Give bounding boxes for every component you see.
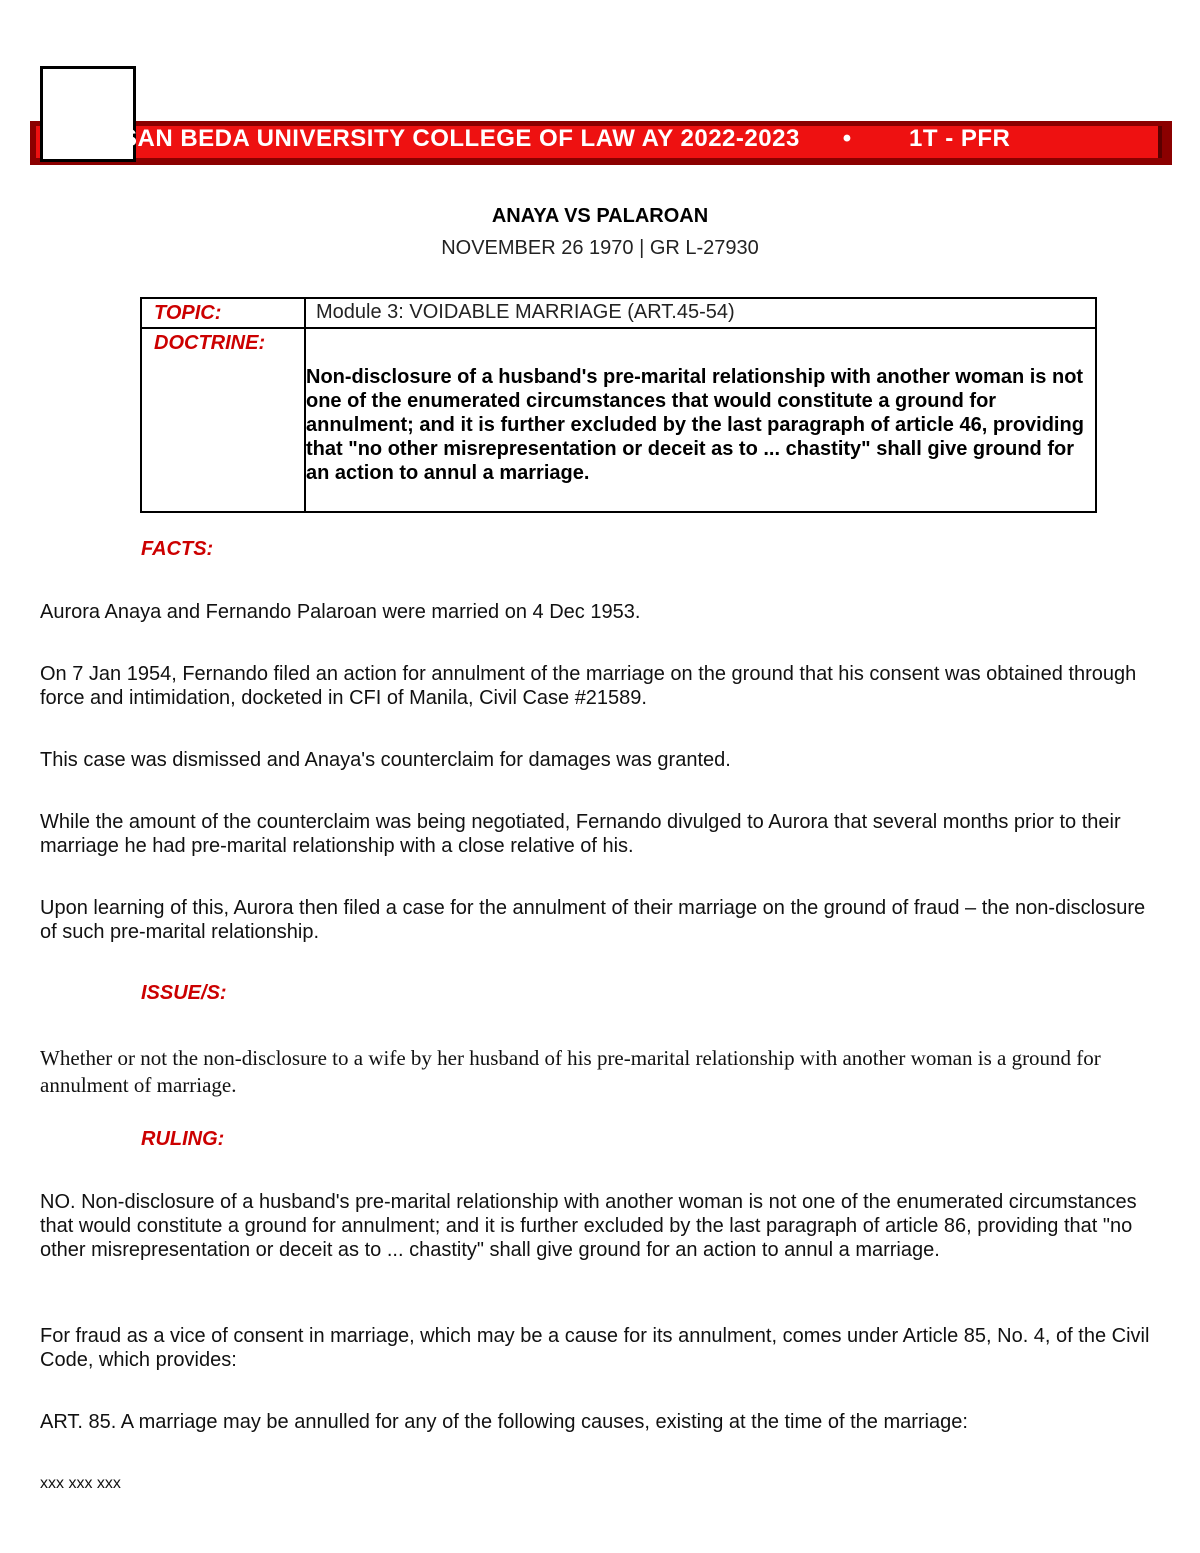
doctrine-row xyxy=(141,328,1096,512)
facts-heading: FACTS: xyxy=(141,538,214,560)
ruling-paragraph: NO. Non-disclosure of a husband's pre-marital relationship with another woman is not one of the enumerated circumstances that would constitute a ground for annulment; and it is further excluded by the last paragraph of article 86, providing that "no other misrepresentation or deceit as to ... chastity" shall give ground for an action to annul a marriage. xyxy=(40,1191,1137,1261)
case-meta-table xyxy=(140,297,1097,513)
issue-text: Whether or not the non-disclosure to a wife by her husband of his pre-marital relationship with another woman is a ground for annulment of marriage. xyxy=(40,1046,1101,1097)
facts-paragraph: On 7 Jan 1954, Fernando filed an action for annulment of the marriage on the ground that his consent was obtained through force and intimidation, docketed in CFI of Manila, Civil Case #21589. xyxy=(40,663,1137,709)
footer-ellipsis: xxx xxx xxx xyxy=(40,1475,121,1492)
doctrine-label: DOCTRINE: xyxy=(141,328,305,512)
case-title: ANAYA VS PALAROAN xyxy=(491,205,709,227)
topic-label: TOPIC: xyxy=(141,298,305,328)
facts-paragraph: While the amount of the counterclaim was being negotiated, Fernando divulged to Aurora that several months prior to their marriage he had pre-marital relationship with a close relative of his. xyxy=(40,811,1121,857)
facts-paragraph: Upon learning of this, Aurora then filed a case for the annulment of their marriage on the ground of fraud – the non-disclosure of such pre-marital relationship. xyxy=(40,897,1146,943)
header-banner-text: SAN BEDA UNIVERSITY COLLEGE OF LAW AY 2022-2023 • 1T - PFR xyxy=(121,125,1011,152)
ruling-heading: RULING: xyxy=(141,1128,225,1150)
topic-row xyxy=(141,298,1096,328)
doctrine-value: Non-disclosure of a husband's pre-marital relationship with another woman is not one of the enumerated circumstances that would constitute a ground for annulment; and it is further excluded by the last paragraph of article 46, providing that "no other misrepresentation or deceit as to ... chastity" shall give ground for an action to annul a marriage. xyxy=(305,328,1096,512)
facts-paragraph: This case was dismissed and Anaya's counterclaim for damages was granted. xyxy=(40,749,731,771)
facts-paragraph: Aurora Anaya and Fernando Palaroan were married on 4 Dec 1953. xyxy=(40,601,641,623)
ruling-paragraph: ART. 85. A marriage may be annulled for any of the following causes, existing at the time of the marriage: xyxy=(40,1411,968,1433)
issue-heading: ISSUE/S: xyxy=(141,982,227,1004)
topic-value: Module 3: VOIDABLE MARRIAGE (ART.45-54) xyxy=(305,298,1096,328)
ruling-paragraph: For fraud as a vice of consent in marriage, which may be a cause for its annulment, comes under Article 85, No. 4, of the Civil Code, which provides: xyxy=(40,1325,1150,1371)
case-subtitle: NOVEMBER 26 1970 | GR L-27930 xyxy=(441,237,759,259)
